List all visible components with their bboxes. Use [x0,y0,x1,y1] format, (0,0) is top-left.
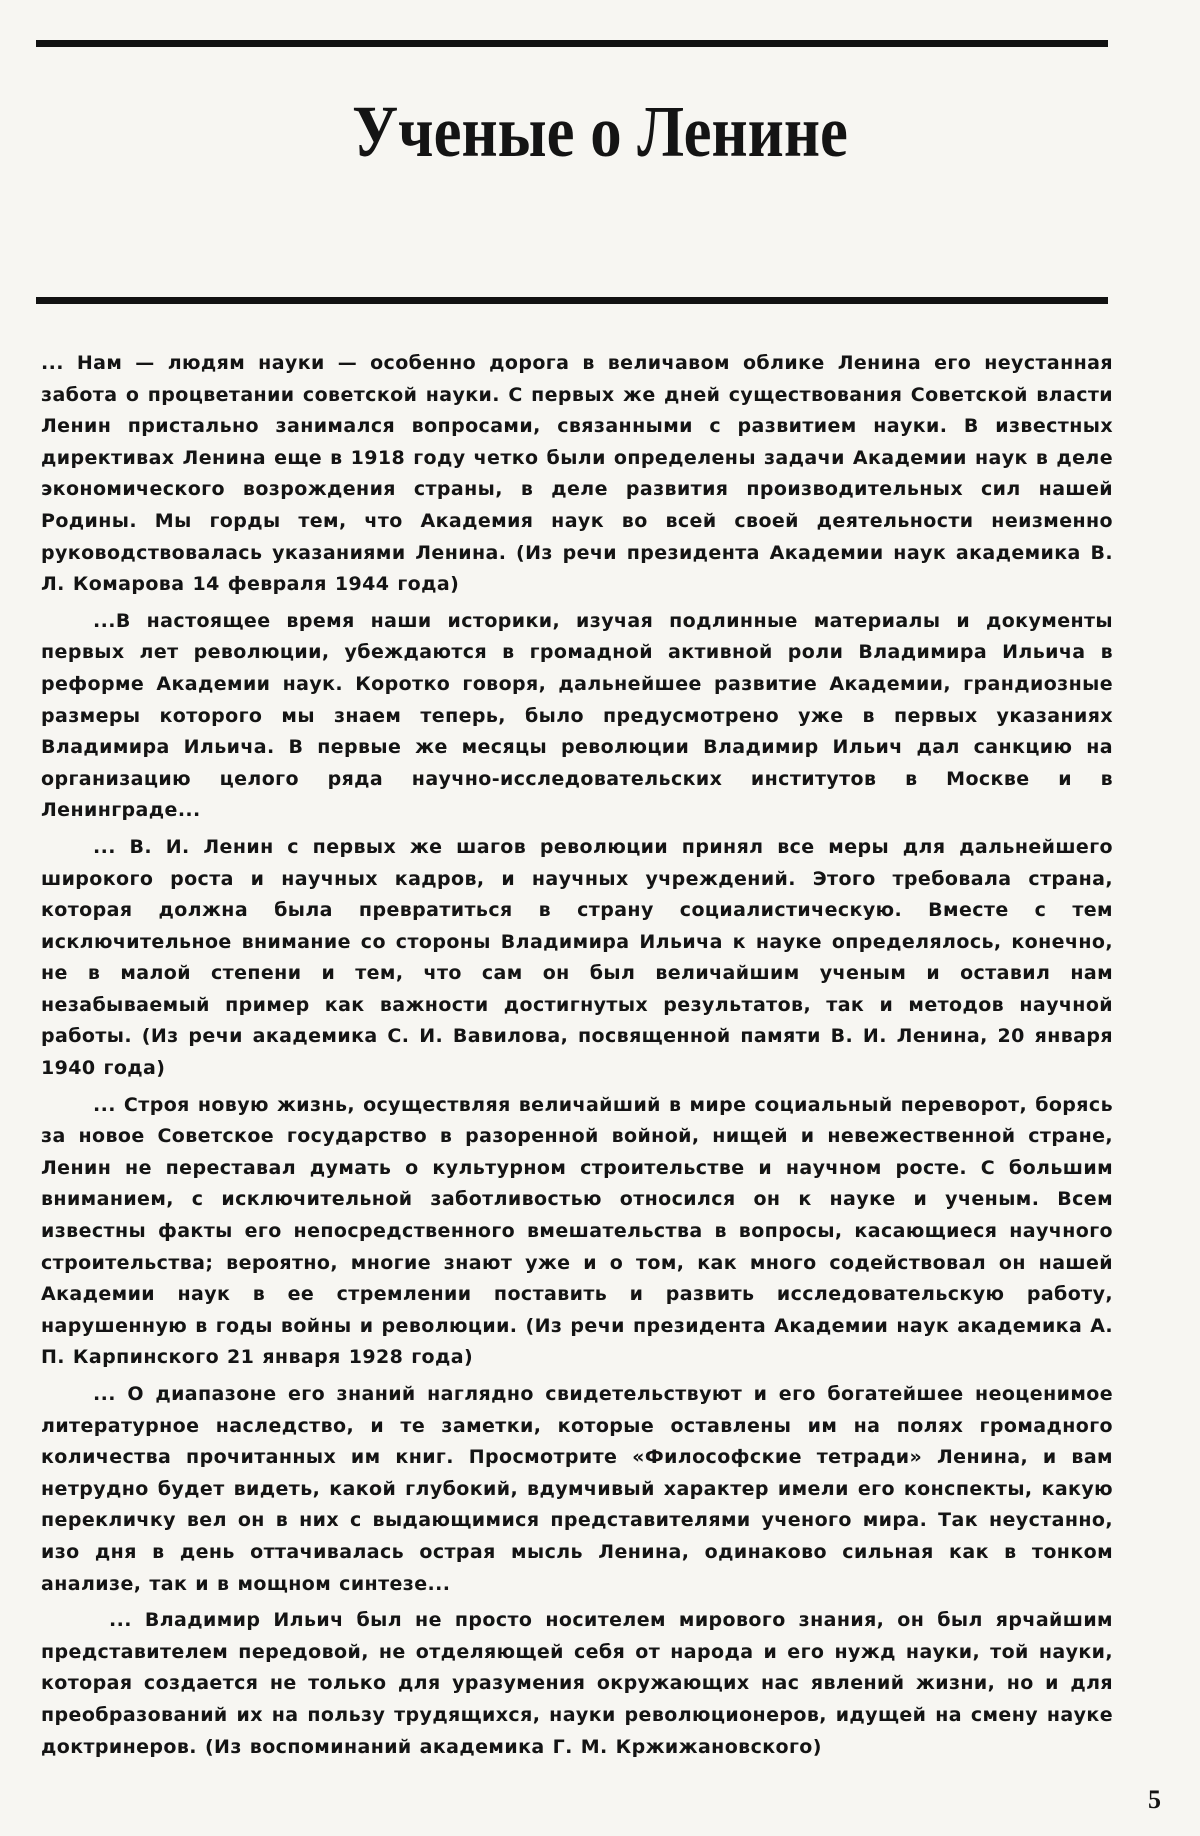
top-rule [36,40,1108,47]
page-number: 5 [1148,1785,1161,1814]
title-bottom-rule [36,297,1108,304]
paragraph-karpinsky: ... Строя новую жизнь, осуществляя величайший в мире социальный переворот, борясь за новое Советское государство в разоренной войной, нищей и невежественной стране, Ленин не переставал думать о культурном строительстве и научном росте. С большим вниманием, с исключительной заботливостью относился он к науке и ученым. Всем известны факты его непосредственного вмешательства в вопросы, касающиеся научного строительства; вероятно, многие знают уже и о том, как много содействовал он нашей Академии наук в ее стремлении поставить и развить исследовательскую работу, нарушенную в годы войны и революции. (Из речи президента Академии наук академика А. П. Карпинского 21 января 1928 года) [41,1093,1113,1369]
paragraph-knowledge-range: ... О диапазоне его знаний наглядно свидетельствуют и его богатейшее неоценимое литературное наследство, и те заметки, которые оставлены им на полях громадного количества прочитанных им книг. Просмотрите «Философские тетради» Ленина, и вам нетрудно будет видеть, какой глубокий, вдумчивый характер имели его конспекты, какую перекличку вел он в них с выдающимися представителями ученого мира. Так неустанно, изо дня в день оттачивалась острая мысль Ленина, одинаково сильная как в тонком анализе, так и в мощном синтезе... [41,1383,1113,1595]
paragraph-krzhizhanovsky: ... Владимир Ильич был не просто носителем мирового знания, он был ярчайшим представителем передовой, не отделяющей себя от народа и его нужд науки, той науки, которая создается не только для уразумения окружающих нас явлений жизни, но и для преобразований их на пользу трудящихся, науки революционеров, идущей на смену науке доктринеров. (Из воспоминаний академика Г. М. Кржижановского) [41,1609,1113,1758]
paragraph-historians: ...В настоящее время наши историки, изучая подлинные материалы и документы первых лет революции, убеждаются в громадной активной роли Владимира Ильича в реформе Академии наук. Коротко говоря, дальнейшее развитие Академии, грандиозные размеры которого мы знаем теперь, было предусмотрено уже в первых указаниях Владимира Ильича. В первые же месяцы революции Владимир Ильич дал санкцию на организацию целого ряда научно-исследовательских институтов в Москве и в Ленинграде... [41,609,1113,822]
paragraph-vavilov: ... В. И. Ленин с первых же шагов революции принял все меры для дальнейшего широкого роста и научных кадров, и научных учреждений. Этого требовала страна, которая должна была превратиться в страну социалистическую. Вместе с тем исключительное внимание со стороны Владимира Ильича к науке определялось, конечно, не в малой степени и тем, что сам он был величайшим ученым и оставил нам незабываемый пример как важности достигнутых результатов, так и методов научной работы. (Из речи академика С. И. Вавилова, посвященной памяти В. И. Ленина, 20 января 1940 года) [41,835,1113,1080]
article-body [41,348,1113,1768]
paragraph-komarov: ... Нам — людям науки — особенно дорога в величавом облике Ленина его неустанная забота о процветании советской науки. С первых же дней существования Советской власти Ленин пристально занимался вопросами, связанными с развитием науки. В известных директивах Ленина еще в 1918 году четко были определены задачи Академии наук в деле экономического возрождения страны, в деле развития производительных сил нашей Родины. Мы горды тем, что Академия наук во всей своей деятельности неизменно руководствовалась указаниями Ленина. (Из речи президента Академии наук академика В. Л. Комарова 14 февраля 1944 года) [41,352,1113,596]
page-title: Ученые о Ленине [352,91,848,172]
